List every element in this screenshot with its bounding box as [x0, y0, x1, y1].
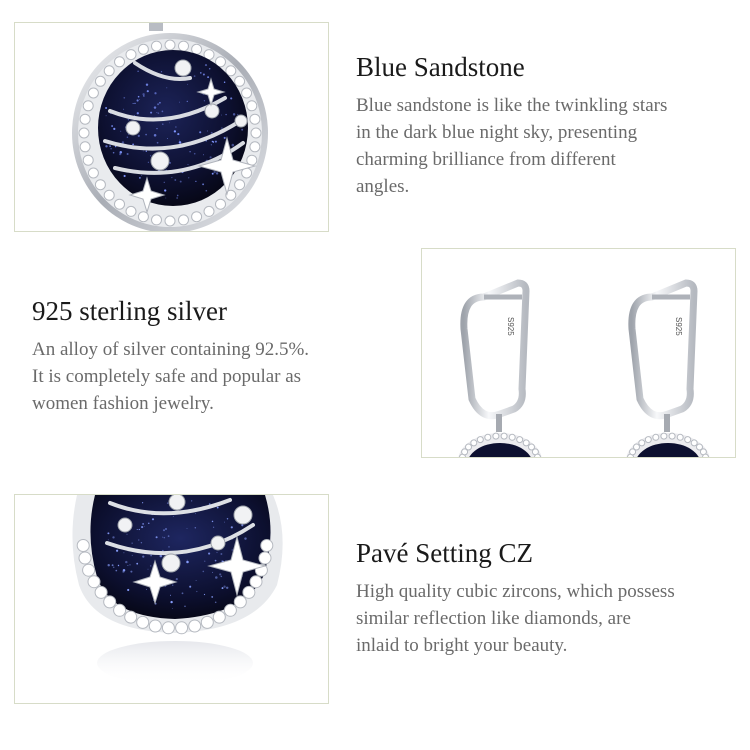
sandstone-sparkle	[171, 177, 172, 178]
cz-stone	[115, 57, 125, 67]
sandstone-sparkle	[142, 556, 144, 558]
sandstone-sparkle	[162, 550, 163, 551]
cz-stone	[179, 215, 189, 225]
sandstone-sparkle	[150, 565, 152, 567]
sandstone-sparkle	[142, 93, 144, 95]
sandstone-sparkle	[230, 97, 232, 99]
sandstone-sparkle	[113, 567, 115, 569]
sandstone-sparkle	[123, 97, 125, 99]
cz-stone	[95, 76, 105, 86]
sandstone-sparkle	[212, 521, 214, 523]
sandstone-sparkle	[157, 142, 159, 144]
feature-description-line: It is completely safe and popular as	[32, 366, 302, 387]
sandstone-sparkle	[165, 528, 167, 530]
sandstone-sparkle	[143, 151, 144, 152]
sandstone-sparkle	[241, 524, 243, 526]
sandstone-sparkle	[150, 155, 151, 156]
sandstone-sparkle	[138, 96, 140, 98]
sandstone-sparkle	[118, 565, 119, 566]
sandstone-sparkle	[107, 532, 109, 534]
sandstone-sparkle	[162, 537, 163, 538]
sandstone-sparkle	[196, 580, 197, 581]
sandstone-sparkle	[221, 115, 222, 116]
sandstone-sparkle	[170, 595, 171, 596]
sandstone-sparkle	[164, 189, 166, 191]
sandstone-sparkle	[156, 112, 157, 113]
cz-stone	[213, 611, 225, 623]
cz-stone	[189, 620, 201, 632]
sandstone-sparkle	[189, 151, 190, 152]
sandstone-sparkle	[212, 173, 214, 175]
cz-stone	[104, 190, 114, 200]
sandstone-sparkle	[113, 152, 115, 154]
sandstone-sparkle	[148, 162, 149, 163]
cz-stone	[152, 41, 162, 51]
sandstone-sparkle	[188, 177, 189, 178]
sandstone-sparkle	[224, 82, 225, 83]
sandstone-sparkle	[213, 171, 215, 173]
sandstone-sparkle	[137, 529, 138, 530]
sandstone-sparkle	[204, 100, 205, 101]
sandstone-sparkle	[146, 589, 147, 590]
sandstone-sparkle	[204, 561, 205, 562]
sandstone-sparkle	[163, 529, 165, 531]
sterling-silver-image	[421, 248, 736, 458]
feature-title: 925 sterling silver	[32, 296, 227, 326]
sandstone-sparkle	[150, 555, 152, 557]
cz-stone	[653, 434, 659, 440]
sandstone-sparkle	[186, 528, 187, 529]
cz-stone	[703, 454, 709, 458]
sandstone-sparkle	[150, 112, 152, 114]
sandstone-sparkle	[141, 542, 142, 543]
sandstone-sparkle	[215, 602, 217, 604]
cz-stone	[88, 88, 98, 98]
cz-stone	[251, 128, 261, 138]
cz-stone	[77, 540, 89, 552]
sandstone-sparkle	[158, 112, 160, 114]
sandstone-sparkle	[172, 585, 173, 586]
feature-title: Pavé Setting CZ	[356, 538, 533, 568]
sandstone-sparkle	[195, 181, 196, 182]
cz-stone	[83, 101, 93, 111]
sandstone-sparkle	[126, 534, 127, 535]
cz-stone	[165, 40, 175, 50]
sandstone-sparkle	[147, 90, 149, 92]
sandstone-sparkle	[162, 111, 164, 113]
sandstone-sparkle	[244, 537, 246, 539]
cz-stone	[114, 604, 126, 616]
sandstone-sparkle	[144, 526, 145, 527]
cz-stone	[250, 142, 260, 152]
sandstone-sparkle	[221, 127, 223, 129]
cz-stone	[691, 440, 697, 446]
cz-stone	[242, 88, 252, 98]
sandstone-sparkle	[179, 141, 182, 144]
sandstone-sparkle	[177, 195, 179, 197]
cz-stone	[243, 586, 255, 598]
cz-stone	[192, 44, 202, 54]
left-earring	[458, 283, 542, 458]
cz-stone	[645, 437, 651, 443]
cz-stone	[634, 444, 640, 450]
feature-description-line: Blue sandstone is like the twinkling stars	[356, 95, 668, 116]
sandstone-sparkle	[215, 576, 218, 579]
sandstone-sparkle	[172, 608, 173, 609]
sandstone-sparkle	[222, 587, 224, 589]
sandstone-sparkle	[123, 552, 124, 553]
sandstone-sparkle	[176, 578, 178, 580]
sandstone-sparkle	[146, 83, 148, 85]
sandstone-sparkle	[232, 144, 235, 147]
cz-stone	[88, 576, 100, 588]
sandstone-sparkle	[162, 124, 163, 125]
sandstone-sparkle	[180, 181, 182, 183]
sandstone-sparkle	[173, 516, 174, 517]
sandstone-sparkle	[199, 131, 201, 133]
feature-description-line: An alloy of silver containing 92.5%.	[32, 339, 310, 360]
sandstone-sparkle	[154, 134, 157, 137]
feature-description-line: inlaid to bright your beauty.	[356, 635, 568, 656]
sandstone-sparkle	[139, 177, 141, 179]
sandstone-sparkle	[122, 141, 124, 143]
sandstone-sparkle	[191, 500, 192, 501]
sandstone-sparkle	[187, 101, 188, 102]
sandstone-sparkle	[231, 526, 233, 528]
sandstone-sparkle	[174, 179, 176, 181]
sandstone-sparkle	[208, 553, 210, 555]
cz-stone	[80, 142, 90, 152]
sandstone-sparkle	[203, 73, 205, 75]
cz-stone	[201, 616, 213, 628]
sandstone-sparkle	[220, 553, 222, 555]
sandstone-sparkle	[159, 102, 161, 104]
sandstone-sparkle	[200, 72, 202, 74]
sandstone-sparkle	[145, 134, 147, 136]
sandstone-sparkle	[139, 99, 140, 100]
feature-description-line: women fashion jewelry.	[32, 393, 214, 414]
sandstone-sparkle	[204, 594, 205, 595]
sandstone-sparkle	[241, 129, 243, 131]
cz-stone	[138, 44, 148, 54]
cz-stone	[509, 434, 515, 440]
sandstone-sparkle	[211, 144, 212, 145]
sandstone-sparkle	[105, 145, 107, 147]
sandstone-sparkle	[108, 564, 110, 566]
cz-stone	[192, 212, 202, 222]
sandstone-sparkle	[179, 140, 180, 141]
cz-stone	[80, 114, 90, 124]
sandstone-sparkle	[120, 131, 121, 132]
sandstone-sparkle	[202, 183, 204, 185]
sandstone-sparkle	[115, 570, 117, 572]
sandstone-sparkle	[148, 523, 149, 524]
sandstone-sparkle	[127, 589, 129, 591]
sandstone-sparkle	[130, 564, 131, 565]
feature-description-line: charming brilliance from different	[356, 149, 616, 170]
cz-stone	[216, 199, 226, 209]
cz-stone	[125, 611, 137, 623]
sandstone-sparkle	[132, 144, 134, 146]
sandstone-sparkle	[205, 64, 207, 66]
sandstone-sparkle	[224, 137, 226, 139]
sandstone-sparkle	[132, 555, 133, 556]
sandstone-sparkle	[227, 518, 228, 519]
hallmark-label: S925	[674, 317, 683, 336]
sandstone-sparkle	[106, 115, 107, 116]
cz-stone	[235, 76, 245, 86]
cz-stone	[535, 454, 541, 458]
feature-description-line: High quality cubic zircons, which possess	[356, 581, 675, 602]
sandstone-sparkle	[195, 527, 196, 528]
sandstone-sparkle	[125, 561, 127, 563]
sandstone-sparkle	[202, 571, 204, 573]
cz-stone	[126, 50, 136, 60]
sandstone-sparkle	[221, 560, 222, 561]
sandstone-sparkle	[217, 507, 219, 509]
sandstone-sparkle	[179, 102, 180, 103]
sandstone-sparkle	[127, 136, 128, 137]
sandstone-sparkle	[170, 601, 172, 603]
sandstone-sparkle	[164, 182, 165, 183]
cz-stone	[685, 437, 691, 443]
sandstone-sparkle	[207, 130, 208, 131]
cz-stone	[261, 540, 273, 552]
blue-sandstone-image	[14, 22, 329, 232]
sandstone-sparkle	[168, 535, 170, 537]
sandstone-sparkle	[168, 546, 169, 547]
cz-stone	[661, 433, 667, 439]
sandstone-sparkle	[119, 153, 121, 155]
sandstone-sparkle	[113, 128, 115, 130]
sandstone-sparkle	[130, 571, 132, 573]
sandstone-sparkle	[156, 128, 157, 129]
sandstone-sparkle	[111, 125, 113, 127]
cz-stone	[235, 180, 245, 190]
sandstone-sparkle	[110, 148, 112, 150]
cz-stone	[88, 168, 98, 178]
feature-sterling-silver	[32, 294, 402, 417]
feature-description-line: angles.	[356, 176, 410, 197]
sandstone-sparkle	[223, 586, 225, 588]
cz-stone	[137, 616, 149, 628]
sandstone-sparkle	[105, 107, 107, 109]
sandstone-sparkle	[211, 132, 213, 134]
sandstone-sparkle	[182, 592, 184, 594]
sandstone-sparkle	[164, 537, 166, 539]
sandstone-sparkle	[133, 103, 134, 104]
cz-stone	[250, 576, 262, 588]
sandstone-sparkle	[123, 109, 124, 110]
pave-setting-image	[14, 494, 329, 704]
cz-stone	[471, 440, 477, 446]
sandstone-sparkle	[187, 84, 188, 85]
cz-stone	[677, 434, 683, 440]
sandstone-sparkle	[122, 571, 124, 573]
sandstone-sparkle	[213, 527, 214, 528]
sandstone-sparkle	[212, 141, 213, 142]
cz-stone	[126, 206, 136, 216]
sandstone-sparkle	[212, 572, 213, 573]
cz-stone	[639, 440, 645, 446]
cz-stone	[162, 622, 174, 634]
sandstone-sparkle	[216, 552, 217, 553]
cz-stone	[501, 433, 507, 439]
sandstone-sparkle	[174, 130, 176, 132]
cz-stone	[250, 114, 260, 124]
sandstone-sparkle	[157, 103, 159, 105]
sandstone-sparkle	[237, 114, 238, 115]
cz-stone	[152, 215, 162, 225]
cz-stone	[204, 206, 214, 216]
cz-stone	[176, 622, 188, 634]
sandstone-sparkle	[137, 112, 139, 114]
sandstone-sparkle	[141, 175, 142, 176]
sandstone-sparkle	[184, 605, 186, 607]
cz-stone	[115, 199, 125, 209]
sandstone-sparkle	[195, 513, 196, 514]
sandstone-sparkle	[112, 564, 114, 566]
sandstone-sparkle	[169, 122, 170, 123]
cz-stone	[247, 101, 257, 111]
sandstone-sparkle	[194, 75, 196, 77]
sandstone-sparkle	[161, 71, 162, 72]
cz-stone	[179, 41, 189, 51]
sandstone-sparkle	[108, 539, 109, 540]
sandstone-sparkle	[176, 197, 177, 198]
sandstone-sparkle	[226, 587, 228, 589]
pendant-closeup-illustration	[15, 23, 329, 232]
earring-hoops-illustration	[422, 249, 736, 458]
sandstone-sparkle	[216, 172, 218, 174]
sandstone-sparkle	[134, 103, 135, 104]
sandstone-sparkle	[127, 153, 129, 155]
right-earring	[626, 283, 710, 458]
cz-stone	[165, 216, 175, 226]
cz-stone	[104, 66, 114, 76]
sandstone-sparkle	[188, 164, 189, 165]
sandstone-sparkle	[221, 576, 223, 578]
cz-stone	[523, 440, 529, 446]
sandstone-sparkle	[146, 151, 147, 152]
sandstone-sparkle	[215, 560, 217, 562]
sandstone-sparkle	[142, 502, 143, 503]
sandstone-sparkle	[136, 563, 138, 565]
sandstone-sparkle	[138, 135, 140, 137]
sandstone-sparkle	[211, 596, 213, 598]
sandstone-sparkle	[167, 138, 168, 139]
cz-stone	[83, 564, 95, 576]
sandstone-sparkle	[154, 106, 156, 108]
sandstone-sparkle	[209, 68, 211, 70]
cz-stone	[493, 433, 499, 439]
sandstone-sparkle	[177, 133, 179, 135]
sandstone-sparkle	[112, 536, 114, 538]
sandstone-sparkle	[142, 523, 144, 525]
sandstone-sparkle	[137, 71, 138, 72]
cz-stone	[83, 155, 93, 165]
sandstone-sparkle	[210, 156, 212, 158]
cz-stone	[485, 434, 491, 440]
cz-stone	[104, 596, 116, 608]
sandstone-sparkle	[189, 586, 191, 588]
feature-description-line: in the dark blue night sky, presenting	[356, 122, 638, 143]
sandstone-sparkle	[187, 560, 188, 561]
cz-stone	[234, 596, 246, 608]
sandstone-sparkle	[203, 154, 204, 155]
sandstone-sparkle	[175, 126, 176, 127]
sandstone-sparkle	[194, 153, 196, 155]
sandstone-sparkle	[165, 198, 166, 199]
sandstone-sparkle	[137, 99, 139, 101]
sandstone-sparkle	[186, 561, 189, 564]
cz-stone	[95, 586, 107, 598]
feature-title: Blue Sandstone	[356, 52, 525, 82]
sandstone-sparkle	[143, 95, 144, 96]
cz-stone	[79, 552, 91, 564]
sandstone-sparkle	[148, 569, 149, 570]
sandstone-sparkle	[141, 526, 143, 528]
sandstone-sparkle	[132, 543, 133, 544]
cz-stone	[669, 433, 675, 439]
cz-stone	[466, 444, 472, 450]
hallmark-label: S925	[506, 317, 515, 336]
cz-stone	[477, 437, 483, 443]
sandstone-sparkle	[116, 550, 118, 552]
feature-description-line: similar reflection like diamonds, are	[356, 608, 631, 629]
sandstone-sparkle	[138, 539, 139, 540]
sandstone-sparkle	[167, 502, 168, 503]
sandstone-sparkle	[156, 536, 158, 538]
sandstone-sparkle	[139, 529, 140, 530]
cz-stone	[79, 128, 89, 138]
feature-pave-setting	[356, 536, 736, 659]
sandstone-sparkle	[128, 119, 129, 120]
sandstone-sparkle	[215, 141, 217, 143]
sandstone-sparkle	[154, 92, 156, 94]
sandstone-sparkle	[166, 87, 167, 88]
sandstone-sparkle	[231, 549, 233, 551]
sandstone-sparkle	[207, 76, 209, 78]
sandstone-sparkle	[219, 573, 221, 575]
cz-stone	[149, 620, 161, 632]
sandstone-sparkle	[206, 190, 208, 192]
feature-blue-sandstone	[356, 50, 736, 200]
sandstone-sparkle	[225, 114, 226, 115]
sandstone-sparkle	[109, 145, 111, 147]
pave-setting-illustration	[15, 495, 329, 704]
cz-stone	[95, 180, 105, 190]
cz-stone	[259, 552, 271, 564]
cz-stone	[517, 437, 523, 443]
sandstone-sparkle	[152, 518, 154, 520]
sandstone-sparkle	[127, 565, 128, 566]
sandstone-sparkle	[196, 591, 197, 592]
sandstone-sparkle	[233, 113, 235, 115]
sandstone-sparkle	[124, 175, 126, 177]
sandstone-sparkle	[224, 522, 225, 523]
cz-stone	[224, 604, 236, 616]
